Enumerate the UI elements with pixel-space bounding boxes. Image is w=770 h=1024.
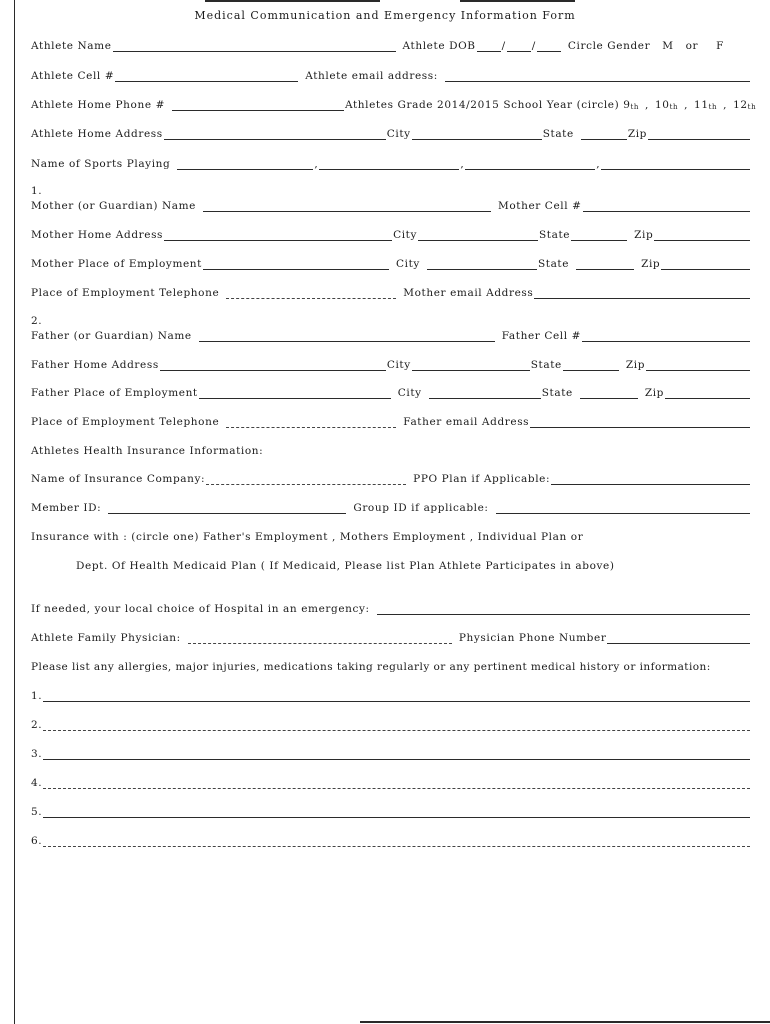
father-employment-city-label: City (397, 387, 422, 399)
mother-employment-state-label: State (537, 258, 570, 270)
row-athlete-name (31, 36, 751, 52)
member-id-field[interactable] (108, 503, 346, 514)
physician-phone-field[interactable] (607, 633, 750, 644)
row-insurance-with (31, 527, 751, 543)
dob-separator: / (501, 40, 506, 52)
dob-month-field[interactable] (477, 41, 501, 52)
insurance-with-options[interactable]: Insurance with : (circle one) Father's Employment , Mothers Employment , Individual Plan or (31, 531, 584, 543)
history-line-field[interactable] (43, 691, 750, 702)
grade-11-option[interactable]: 11 (694, 99, 709, 111)
mother-state-field[interactable] (571, 230, 627, 241)
athlete-address-field[interactable] (164, 129, 386, 140)
row-mother-employment-phone (31, 283, 751, 299)
mother-section-number (31, 181, 751, 197)
mother-cell-label: Mother Cell # (497, 200, 582, 212)
father-zip-label: Zip (625, 359, 646, 371)
history-line (31, 773, 751, 789)
sports-label: Name of Sports Playing (31, 158, 171, 170)
mother-city-field[interactable] (418, 230, 538, 241)
insurance-company-field[interactable] (206, 474, 406, 485)
row-hospital (31, 599, 751, 615)
mother-employment-phone-field[interactable] (226, 288, 396, 299)
history-line-number: 2. (31, 719, 43, 731)
mother-employment-field[interactable] (203, 259, 389, 270)
gender-option-m[interactable]: M (662, 40, 674, 52)
history-line-field[interactable] (43, 778, 750, 789)
member-id-label: Member ID: (31, 502, 102, 514)
father-city-label: City (386, 359, 411, 371)
dob-year-field[interactable] (537, 41, 561, 52)
father-zip-field[interactable] (646, 360, 750, 371)
mother-email-field[interactable] (534, 288, 750, 299)
mother-employment-zip-field[interactable] (661, 259, 750, 270)
row-mother-employment (31, 254, 751, 270)
athlete-name-label: Athlete Name (31, 40, 112, 52)
row-athlete-phone (31, 95, 757, 111)
athlete-grade-label: Athletes Grade 2014/2015 School Year (circle) 9 (344, 99, 631, 111)
bottom-rule (360, 1021, 770, 1023)
grade-10-suffix: th (669, 103, 679, 111)
insurance-company-label: Name of Insurance Company: (31, 473, 206, 485)
history-line (31, 802, 751, 818)
sports-comma: , (596, 158, 601, 170)
athlete-city-field[interactable] (412, 129, 542, 140)
history-line-field[interactable] (43, 720, 750, 731)
father-number: 2. (31, 315, 43, 327)
mother-employment-label: Mother Place of Employment (31, 258, 202, 270)
row-insurance-company (31, 469, 751, 485)
grade-comma: , (645, 99, 649, 111)
father-address-label: Father Home Address (31, 359, 159, 371)
mother-name-label: Mother (or Guardian) Name (31, 200, 196, 212)
athlete-zip-label: Zip (627, 128, 647, 140)
grade-comma: , (684, 99, 689, 111)
dob-separator: / (531, 40, 536, 52)
father-employment-label: Father Place of Employment (31, 387, 198, 399)
mother-zip-label: Zip (634, 229, 654, 241)
gender-label: Circle Gender (567, 40, 651, 52)
ppo-plan-field[interactable] (551, 474, 750, 485)
group-id-field[interactable] (496, 503, 750, 514)
athlete-name-field[interactable] (113, 41, 396, 52)
row-medicaid (76, 556, 770, 572)
history-line-number: 6. (31, 835, 43, 847)
row-father-employment-phone (31, 412, 751, 428)
row-physician (31, 628, 751, 644)
athlete-state-field[interactable] (581, 129, 627, 140)
row-mother-address (31, 225, 751, 241)
mother-state-label: State (539, 229, 571, 241)
father-employment-phone-field[interactable] (226, 417, 396, 428)
hospital-field[interactable] (377, 604, 750, 615)
mother-city-label: City (393, 229, 418, 241)
athlete-city-label: City (386, 128, 411, 140)
mother-number: 1. (31, 185, 43, 197)
group-id-label: Group ID if applicable: (353, 502, 489, 514)
grade-12-suffix: th (747, 103, 757, 111)
sport-2-field[interactable] (319, 159, 459, 170)
grade-12-option[interactable]: 12 (733, 99, 748, 111)
row-father-address (31, 355, 751, 371)
athlete-home-phone-label: Athlete Home Phone # (31, 99, 165, 111)
father-state-label: State (530, 359, 562, 371)
gender-or: or (685, 40, 699, 52)
mother-cell-field[interactable] (583, 201, 750, 212)
father-employment-field[interactable] (199, 388, 391, 399)
history-line (31, 744, 751, 760)
history-line (31, 831, 751, 847)
athlete-dob-label: Athlete DOB (402, 40, 476, 52)
history-line-number: 4. (31, 777, 43, 789)
mother-employment-city-field[interactable] (427, 259, 537, 270)
hospital-label: If needed, your local choice of Hospital in an emergency: (31, 603, 370, 615)
father-section-number (31, 311, 751, 327)
grade-9-suffix: th (630, 103, 640, 111)
father-employment-city-field[interactable] (429, 388, 541, 399)
row-father-name (31, 326, 751, 342)
sports-comma: , (460, 158, 465, 170)
father-city-field[interactable] (412, 360, 530, 371)
row-history-prompt (31, 657, 751, 673)
father-employment-state-field[interactable] (580, 388, 638, 399)
physician-phone-label: Physician Phone Number (458, 632, 607, 644)
athlete-cell-field[interactable] (115, 71, 298, 82)
grade-11-suffix: th (708, 103, 718, 111)
athlete-home-phone-field[interactable] (172, 100, 344, 111)
athlete-state-label: State (542, 128, 574, 140)
top-rule-right (460, 0, 575, 2)
athlete-zip-field[interactable] (648, 129, 750, 140)
athlete-email-label: Athlete email address: (305, 70, 438, 82)
history-line-number: 1. (31, 690, 43, 702)
history-line-field[interactable] (43, 807, 750, 818)
medicaid-option[interactable]: Dept. Of Health Medicaid Plan ( If Medicaid, Please list Plan Athlete Participates in above) (76, 560, 615, 572)
insurance-heading: Athletes Health Insurance Information: (31, 445, 264, 457)
father-name-label: Father (or Guardian) Name (31, 330, 192, 342)
father-employment-zip-field[interactable] (665, 388, 750, 399)
mother-name-field[interactable] (203, 201, 491, 212)
form-title: Medical Communication and Emergency Information Form (194, 9, 576, 22)
grade-comma: , (723, 99, 728, 111)
physician-field[interactable] (188, 633, 452, 644)
row-father-employment (31, 383, 751, 399)
sport-3-field[interactable] (465, 159, 595, 170)
father-name-field[interactable] (199, 331, 495, 342)
mother-employment-zip-label: Zip (641, 258, 661, 270)
father-cell-label: Father Cell # (501, 330, 582, 342)
father-state-field[interactable] (563, 360, 619, 371)
top-rule-left (205, 0, 380, 2)
row-insurance-heading (31, 441, 751, 457)
father-employment-phone-label: Place of Employment Telephone (31, 416, 220, 428)
mother-employment-city-label: City (396, 258, 420, 270)
scan-edge-line (14, 0, 15, 1024)
grade-10-option[interactable]: 10 (655, 99, 670, 111)
father-employment-zip-label: Zip (644, 387, 665, 399)
sport-1-field[interactable] (177, 159, 313, 170)
row-member-id (31, 498, 751, 514)
athlete-email-field[interactable] (445, 71, 750, 82)
dob-day-field[interactable] (507, 41, 531, 52)
father-address-field[interactable] (160, 360, 386, 371)
athlete-cell-label: Athlete Cell # (31, 70, 115, 82)
mother-employment-state-field[interactable] (576, 259, 634, 270)
mother-email-label: Mother email Address (403, 287, 534, 299)
mother-employment-phone-label: Place of Employment Telephone (31, 287, 220, 299)
history-line (31, 686, 751, 702)
father-email-label: Father email Address (403, 416, 530, 428)
history-line (31, 715, 751, 731)
father-email-field[interactable] (530, 417, 750, 428)
physician-label: Athlete Family Physician: (31, 632, 181, 644)
ppo-plan-label: PPO Plan if Applicable: (413, 473, 551, 485)
history-line-number: 3. (31, 748, 43, 760)
history-line-field[interactable] (43, 836, 750, 847)
sports-comma: , (314, 158, 319, 170)
history-line-number: 5. (31, 806, 43, 818)
sport-4-field[interactable] (601, 159, 750, 170)
history-line-field[interactable] (43, 749, 750, 760)
athlete-address-label: Athlete Home Address (31, 128, 163, 140)
mother-address-field[interactable] (164, 230, 392, 241)
row-sports (31, 154, 751, 170)
row-mother-name (31, 196, 751, 212)
mother-address-label: Mother Home Address (31, 229, 164, 241)
mother-zip-field[interactable] (654, 230, 750, 241)
medical-history-prompt: Please list any allergies, major injuries, medications taking regularly or any pertinent medical history or information: (31, 661, 711, 673)
father-cell-field[interactable] (582, 331, 750, 342)
row-athlete-address (31, 124, 751, 140)
father-employment-state-label: State (541, 387, 573, 399)
gender-option-f[interactable]: F (716, 40, 725, 52)
row-athlete-cell (31, 66, 751, 82)
